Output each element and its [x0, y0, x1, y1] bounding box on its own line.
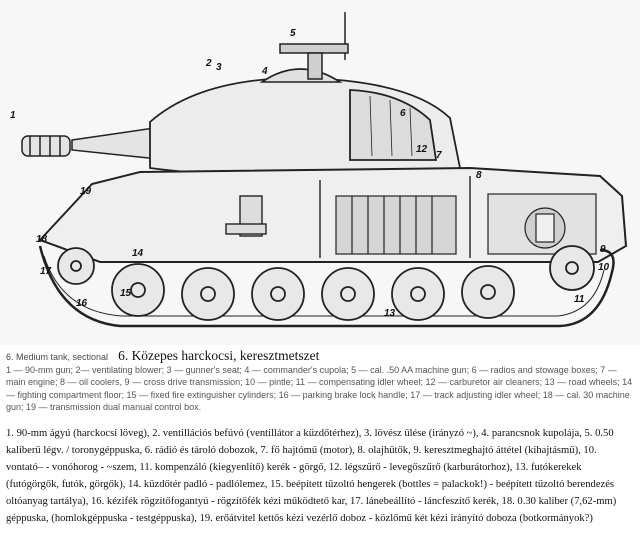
figure-caption: [6, 347, 636, 365]
part-label-10: 10: [598, 262, 610, 273]
caption-hungarian: 6. Közepes harckocsi, keresztmetszet: [118, 348, 320, 363]
part-label-9: 9: [600, 244, 606, 255]
part-label-12: 12: [416, 144, 428, 155]
part-label-17: 17: [40, 266, 52, 277]
part-label-7: 7: [436, 150, 442, 161]
caption-english: 6. Medium tank, sectional: [6, 352, 109, 362]
part-label-19: 19: [80, 186, 92, 197]
part-label-3: 3: [216, 62, 222, 73]
part-label-8: 8: [476, 170, 482, 181]
part-label-11: 11: [574, 294, 585, 305]
part-label-14: 14: [132, 248, 144, 259]
part-label-15: 15: [120, 288, 132, 299]
part-label-5: 5: [290, 28, 296, 39]
part-label-2: 2: [206, 58, 212, 69]
part-label-16: 16: [76, 298, 88, 309]
part-label-4: 4: [262, 66, 268, 77]
legend-english: 1 — 90-mm gun; 2— ventilating blower; 3 — gunner's seat; 4 — commander's cupola; 5 — cal. .50 AA machine gun; 6 — radios and stowage boxes; 7 — main engine; 8 — oil coolers, 9 — cross drive transmission; 10 — pintle; 11 — compensating idler wheel; 12 — carburetor air cleaners; 13 — road wheels; 14 — fighting compartment floor; 15 — fixed fire extinguisher cylinders; 16 — parking brake lock handle; 17 — track adjusting idler wheel; 18 — cal. 30 machine gun; 19 — transmission dual manual control box.: [6, 365, 633, 412]
part-label-13: 13: [384, 308, 396, 319]
part-label-6: 6: [400, 108, 406, 119]
part-label-18: 18: [36, 234, 48, 245]
legend-hungarian: 1. 90-mm ágyú (harckocsi löveg), 2. ventillációs befúvó (ventillátor a küzdőtérhez), 3. lövész ülése (irányzó ~), 4. parancsnok kupolája, 5. 0.50 kaliberű légv. / toronygéppuska, 6. rádió és tároló dobozok, 7. fő hajtómű (motor), 8. olajhűtők, 9. keresztmeghajtó áttétel (kihajtásmű), 10. vontató– - vonóhorog - ~szem, 11. kompenzáló (kiegyenlítő) kerék - görgő, 12. légszűrő - levegőszűrő (karburátorhoz), 13. futókerekek (futógörgők, futók, görgők), 14. küzdőtér padló - padlólemez, 15. beépített tűzoltó hengerek (bottles = palackok!) - beépített tűzoltó berendezés oltóanyag tartálya), 16. kézifék rögzítőfogantyú - rögzítőfék kézi működtető kar, 17. lánebeállító - láncfeszítő kerék, 18. 0.30 kaliber (7,62-mm) géppuska, (homlokgéppuska - testgéppuska), 19. erőátvitel kettős kézi vezérlő doboz - közlőmű két kézi irányító doboza (botkormányok?): [6, 428, 617, 524]
part-label-1: 1: [10, 110, 16, 121]
